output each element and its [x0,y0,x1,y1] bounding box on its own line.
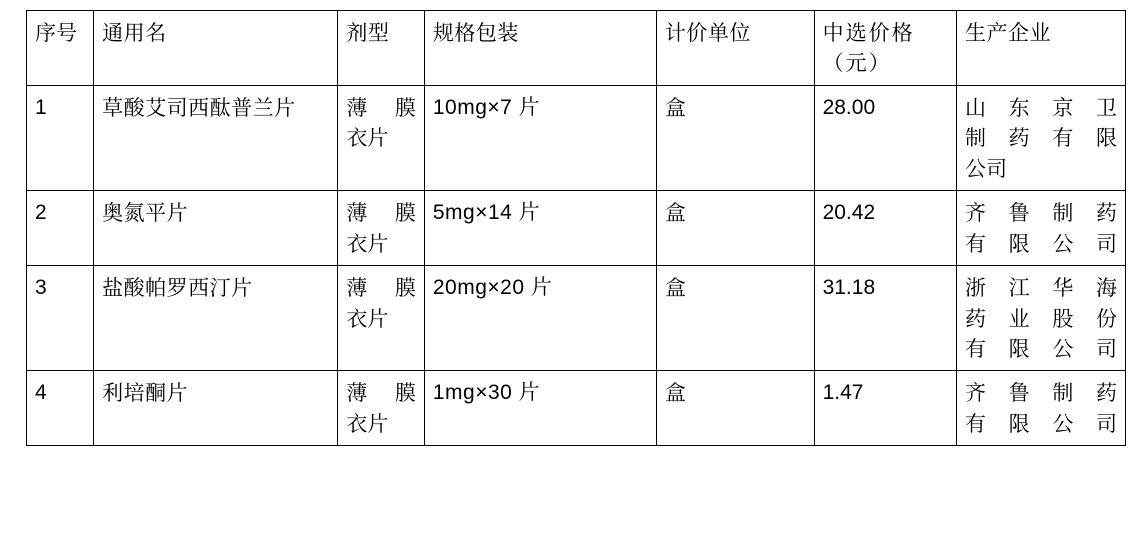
cell-dosage-form-line2: 衣片 [346,231,389,256]
cell-manufacturer [957,85,1126,190]
cell-manufacturer-line1: 齐鲁制药 [965,381,1117,406]
cell-dosage-form-line1: 薄 膜 [346,276,416,301]
cell-spec-package: 5mg×14 片 [424,191,656,266]
cell-seq: 2 [27,191,94,266]
cell-dosage-form-line1: 薄 膜 [346,201,416,226]
cell-generic-name: 草酸艾司西酞普兰片 [94,85,338,190]
cell-dosage-form-line2: 衣片 [346,411,389,436]
cell-selected-price: 1.47 [814,371,956,446]
cell-dosage-form [338,266,424,371]
drug-bidding-table [26,10,1126,446]
column-header-generic-name: 通用名 [94,11,338,86]
cell-manufacturer-line2: 有限公司 [965,231,1117,256]
cell-pricing-unit: 盒 [656,371,814,446]
cell-pricing-unit: 盒 [656,85,814,190]
cell-manufacturer-line2: 制药有限 [965,126,1117,151]
cell-dosage-form [338,371,424,446]
cell-generic-name: 盐酸帕罗西汀片 [94,266,338,371]
cell-manufacturer-line3: 公司 [965,156,1008,181]
cell-dosage-form [338,191,424,266]
cell-manufacturer-line1: 浙江华海 [965,276,1117,301]
cell-manufacturer-line2: 有限公司 [965,411,1117,436]
cell-selected-price: 28.00 [814,85,956,190]
cell-manufacturer-line1: 山东京卫 [965,95,1117,120]
cell-manufacturer [957,371,1126,446]
cell-manufacturer [957,191,1126,266]
cell-manufacturer-line1: 齐鲁制药 [965,201,1117,226]
column-header-manufacturer: 生产企业 [957,11,1126,86]
column-header-dosage-form: 剂型 [338,11,424,86]
cell-seq: 3 [27,266,94,371]
cell-seq: 4 [27,371,94,446]
cell-dosage-form-line1: 薄 膜 [346,381,416,406]
cell-dosage-form-line1: 薄 膜 [346,95,416,120]
cell-spec-package: 10mg×7 片 [424,85,656,190]
cell-manufacturer [957,266,1126,371]
table-row [27,266,1126,371]
column-header-spec-package: 规格包装 [424,11,656,86]
cell-dosage-form-line2: 衣片 [346,306,389,331]
table-row [27,191,1126,266]
column-header-selected-price-line2: （元） [822,51,892,76]
cell-generic-name: 奥氮平片 [94,191,338,266]
cell-spec-package: 20mg×20 片 [424,266,656,371]
cell-generic-name: 利培酮片 [94,371,338,446]
table-body [27,85,1126,445]
table-row [27,85,1126,190]
cell-dosage-form [338,85,424,190]
cell-selected-price: 31.18 [814,266,956,371]
column-header-pricing-unit: 计价单位 [656,11,814,86]
column-header-seq: 序号 [27,11,94,86]
table-header [27,11,1126,86]
cell-seq: 1 [27,85,94,190]
column-header-selected-price-line1: 中选价格 [822,21,915,45]
cell-manufacturer-line3: 有限公司 [965,336,1117,361]
column-header-selected-price [814,11,956,86]
cell-pricing-unit: 盒 [656,191,814,266]
cell-spec-package: 1mg×30 片 [424,371,656,446]
cell-manufacturer-line2: 药业股份 [965,306,1117,331]
cell-pricing-unit: 盒 [656,266,814,371]
cell-dosage-form-line2: 衣片 [346,126,389,151]
cell-selected-price: 20.42 [814,191,956,266]
table-header-row [27,11,1126,86]
table-row [27,371,1126,446]
